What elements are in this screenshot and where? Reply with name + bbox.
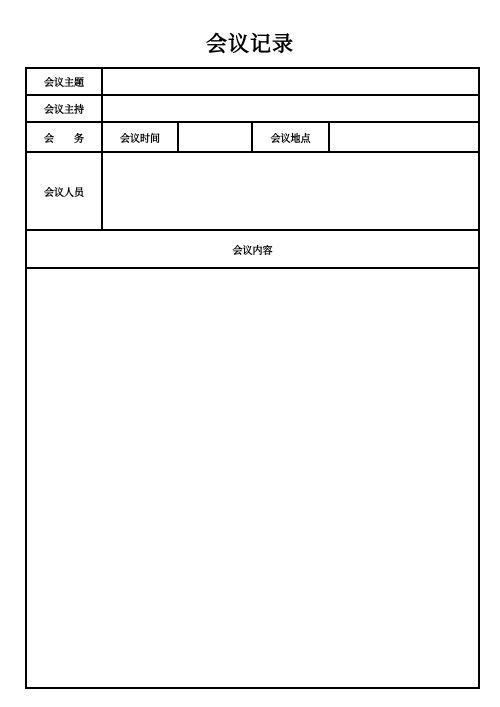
time-field[interactable]: [179, 123, 255, 151]
location-label: 会议地点: [270, 133, 311, 145]
content-header: 会议内容: [232, 245, 273, 257]
meeting-record-form: [25, 67, 480, 689]
attendees-field[interactable]: [103, 153, 484, 229]
topic-label: 会议主题: [44, 78, 84, 89]
affairs-label: 会 务: [44, 133, 84, 145]
host-field[interactable]: [103, 96, 484, 121]
content-field[interactable]: [27, 269, 478, 687]
host-label: 会议主持: [44, 105, 84, 116]
attendees-label: 会议人员: [44, 187, 84, 199]
page-title: 会议记录: [206, 32, 294, 56]
time-label: 会议时间: [120, 133, 160, 145]
location-field[interactable]: [330, 123, 482, 151]
topic-field[interactable]: [103, 69, 484, 94]
